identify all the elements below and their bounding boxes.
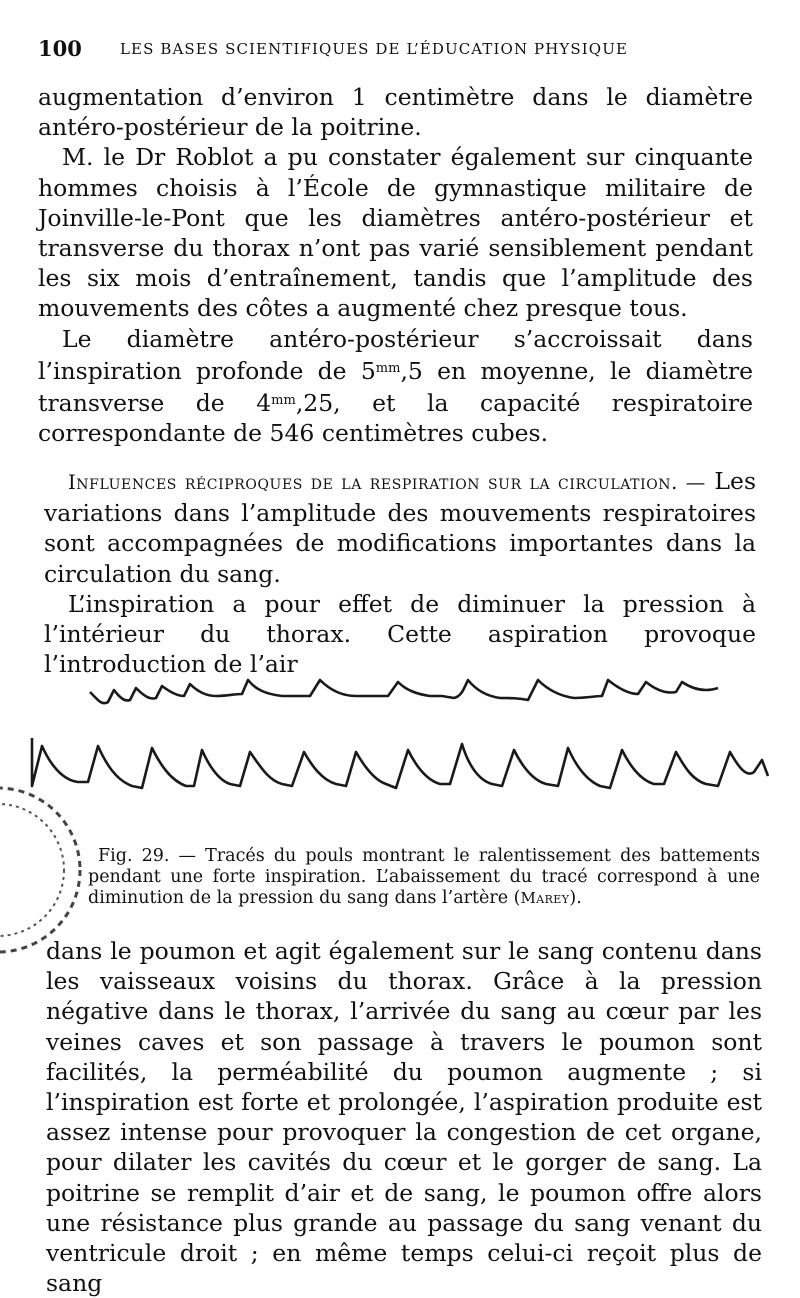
page-header	[38, 36, 768, 66]
figure-caption: Fig. 29. — Tracés du pouls montrant le ralentissement des battements pendant une forte inspiration. L’abaissement du tracé correspond à une diminution de la pression du sang dans l’artère (Marey).	[88, 846, 760, 908]
pulse-trace	[32, 738, 768, 788]
section-paragraph: Influences réciproques de la respiration sur la circulation. — Les variations dans l’amplitude des mouvements respiratoires sont accompagnées de modifications importantes dans la circulation du sang.	[44, 467, 756, 588]
paragraph-continuation: augmentation d’environ 1 centimètre dans le diamètre antéro-postérieur de la poitrine.	[38, 83, 753, 142]
running-head: LES BASES SCIENTIFIQUES DE L’ÉDUCATION PHYSIQUE	[120, 40, 628, 58]
caption-author: Marey	[520, 889, 570, 907]
page-number: 100	[38, 36, 82, 61]
text-block-bottom	[46, 936, 762, 1298]
respiration-trace	[90, 680, 718, 703]
paragraph-diameters: Le diamètre antéro-postérieur s’accroissait dans l’inspiration profonde de $5^{mm},5$ en moyenne, le diamètre transverse de $4^{mm},25$, et la capacité respiratoire correspondante de 546 centimètres cubes.	[38, 324, 754, 448]
text-block-top	[38, 82, 753, 448]
section-heading: Influences réciproques de la respiration sur la circulation. —	[68, 471, 706, 494]
paragraph-roblot: M. le Dr Roblot a pu constater également sur cinquante hommes choisis à l’École de gymnastique militaire de Joinville-le-Pont que les diamètres antéro-postérieur et transverse du thorax n’ont pas varié sensiblement pendant les six mois d’entraînement, tandis que l’amplitude des mouvements des côtes a augmenté chez presque tous.	[38, 143, 753, 323]
pulse-tracing-figure	[30, 668, 780, 818]
text-block-section	[44, 466, 756, 679]
paragraph-bottom: dans le poumon et agit également sur le sang contenu dans les vaisseaux voisins du thorax. Grâce à la pression négative dans le thorax, l’arrivée du sang au cœur par les veines caves et son passage à travers le poumon sont facilités, la perméabilité du poumon augmente ; si l’inspiration est forte et prolongée, l’aspiration produite est assez intense pour provoquer la congestion de cet organe, pour dilater les cavités du cœur et le gorger de sang. La poitrine se remplit d’air et de sang, le poumon offre alors une résistance plus grande au passage du sang venant du ventricule droit ; en même temps celui-ci reçoit plus de sang	[46, 937, 762, 1298]
paragraph-inspiration: L’inspiration a pour effet de diminuer la pression à l’intérieur du thorax. Cette aspiration provoque l’introduction de l’air	[44, 589, 756, 679]
